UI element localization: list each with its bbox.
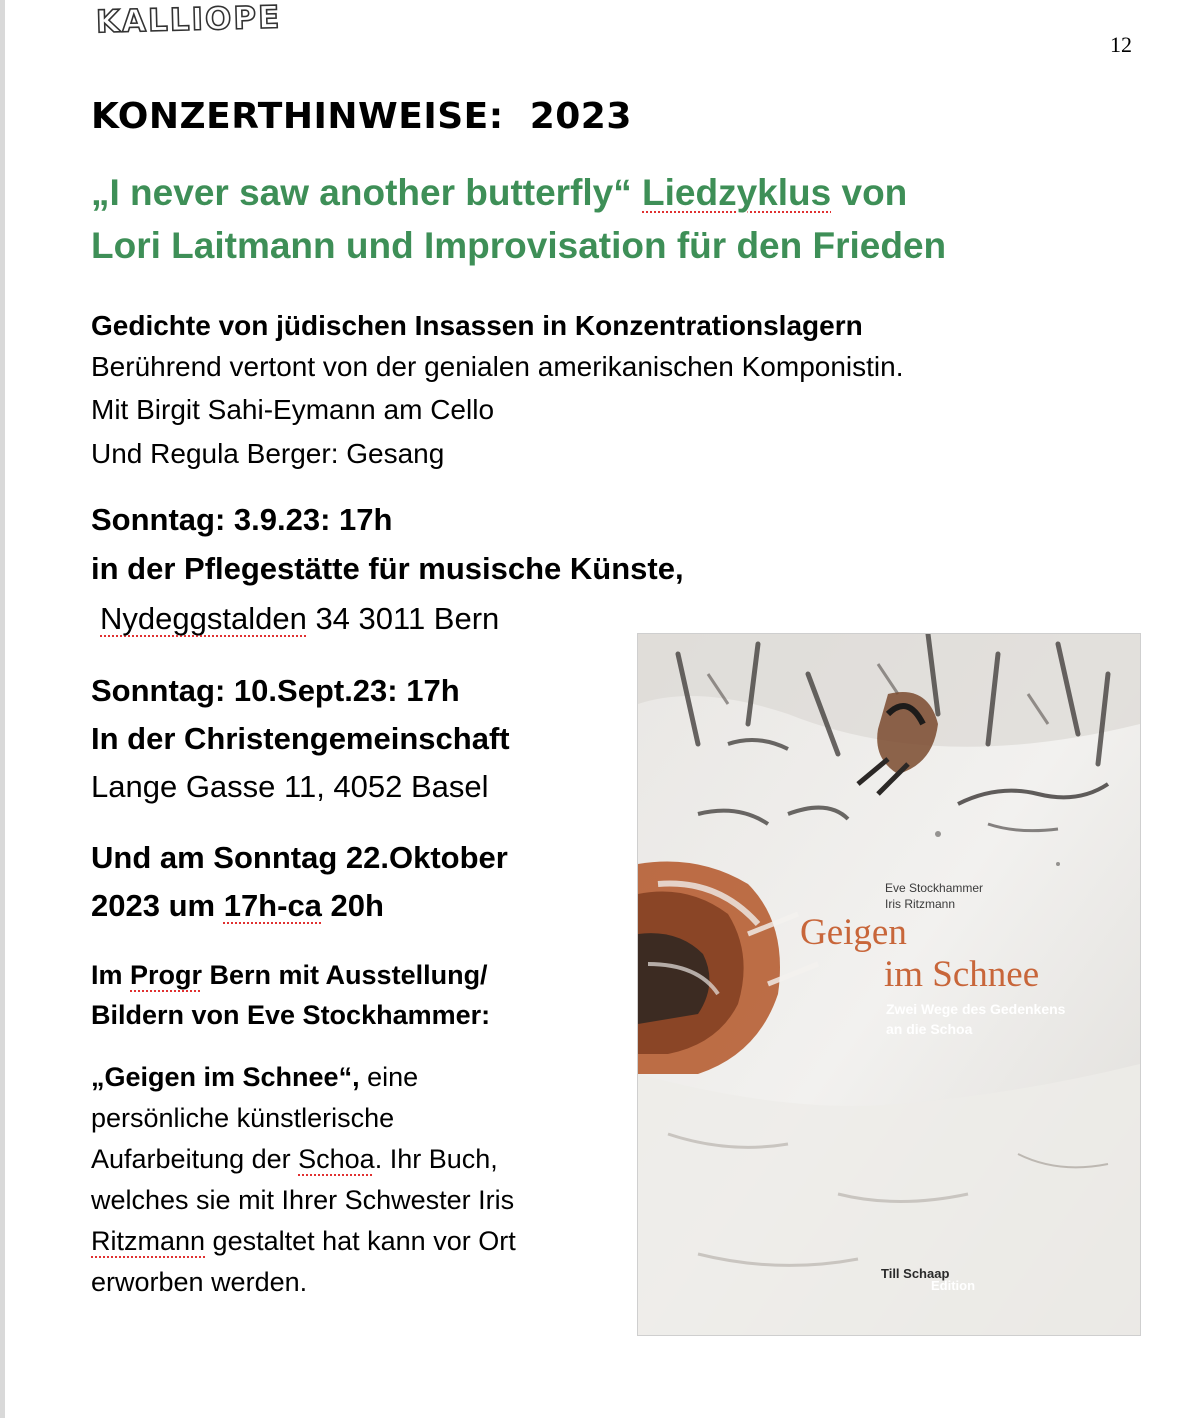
event-date: Sonntag: 3.9.23: 17h [91,502,393,537]
book-title-quote: „Geigen im Schnee“, [91,1062,360,1092]
event-venue: in der Pflegestätte für musische Künste, [91,551,684,586]
book-author: Iris Ritzmann [885,897,956,911]
spellcheck-word: Nydeggstalden [100,601,307,636]
exhibition-line: Bildern von Eve Stockhammer: [91,1000,491,1030]
page-number: 12 [1110,32,1132,57]
text-part: 2023 um [91,888,224,923]
event-address: Lange Gasse 11, 4052 Basel [91,769,489,804]
publisher-edition: Edition [931,1278,976,1293]
book-title-line: Geigen [800,912,907,953]
description-line [91,1139,516,1180]
event-time [91,882,508,930]
address-rest: 34 3011 Bern [306,601,500,636]
text-part: 20h [321,888,384,923]
page-edge [0,0,5,1418]
kalliope-logo: KALLIOPE [95,0,282,41]
spellcheck-word: Progr [130,960,203,990]
book-subtitle-line: Zwei Wege des Gedenkens [886,1001,1066,1017]
concert-title [91,166,1141,272]
description-block [91,1057,516,1303]
book-author: Eve Stockhammer [885,881,984,895]
text-part: . Ihr Buch, [374,1144,498,1174]
book-subtitle-line: an die Schoa [886,1021,973,1037]
description-line: persönliche künstlerische [91,1103,395,1133]
intro-line: Berührend vertont von der genialen amerikanischen Komponistin. [91,351,904,382]
event-3 [91,834,508,930]
book-subtitle [886,999,1065,1039]
exhibition-block [91,955,490,1035]
book-title [800,912,1130,996]
intro-block [91,307,903,475]
intro-bold: Gedichte von jüdischen Insassen in Konzentrationslagern [91,310,863,341]
spellcheck-word: Liedzyklus [642,172,832,213]
spellcheck-word: Ritzmann [91,1226,206,1256]
event-date: Sonntag: 10.Sept.23: 17h [91,673,460,708]
event-venue: In der Christengemeinschaft [91,721,510,756]
intro-line: Und Regula Berger: Gesang [91,438,445,469]
description-line [91,1221,516,1262]
event-1 [91,495,684,644]
spellcheck-word: Schoa [298,1144,375,1174]
title-part: „I never saw another butterfly“ [91,172,643,213]
event-date: Und am Sonntag 22.Oktober [91,840,508,875]
text-part: gestaltet hat kann vor Ort [205,1226,516,1256]
title-line: Lori Laitmann und Improvisation für den Frieden [91,225,947,266]
event-2 [91,667,510,811]
book-authors [885,880,983,912]
intro-line: Mit Birgit Sahi-Eymann am Cello [91,394,495,425]
book-publisher [881,1268,975,1292]
book-title-line: im Schnee [884,954,1040,995]
description-line: welches sie mit Ihrer Schwester Iris [91,1185,515,1215]
page-heading: KONZERTHINWEISE: 2023 [91,96,632,137]
text-part: Bern mit Ausstellung/ [202,960,488,990]
text-part: eine [359,1062,419,1092]
description-line [91,1057,516,1098]
text-part: Aufarbeitung der [91,1144,299,1174]
spellcheck-word: 17h-ca [223,888,322,923]
publisher-name: Till Schaap [881,1266,950,1281]
event-address [91,594,684,644]
exhibition-line [91,955,490,995]
title-part: von [831,172,908,213]
text-part: Im [91,960,131,990]
book-cover-image [637,633,1141,1336]
description-line: erworben werden. [91,1267,308,1297]
